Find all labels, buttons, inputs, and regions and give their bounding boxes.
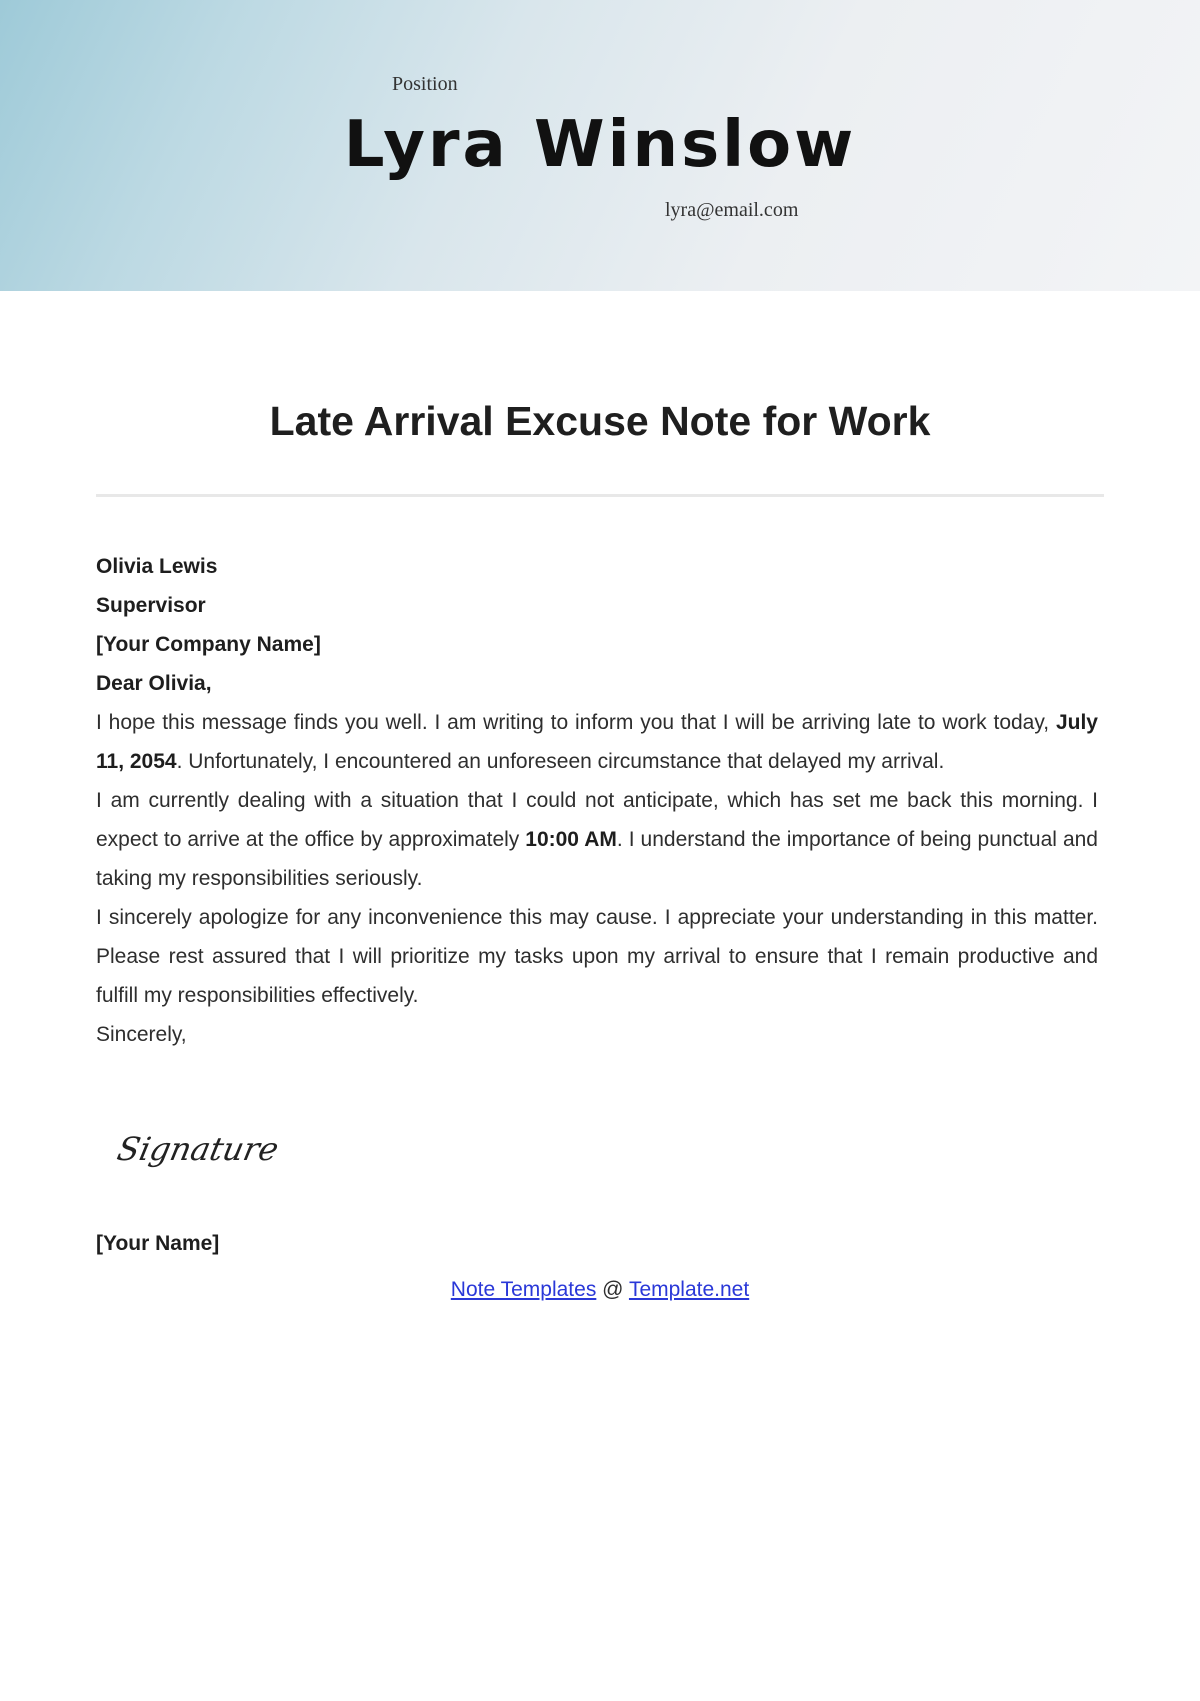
letter-body <box>96 547 1098 1054</box>
position-label: Position <box>392 73 458 95</box>
paragraph-1 <box>96 703 1098 781</box>
template-net-link[interactable]: Template.net <box>628 1278 750 1301</box>
recipient-title: Supervisor <box>96 594 206 617</box>
recipient-company: [Your Company Name] <box>96 633 321 656</box>
footer-attribution <box>0 1272 1200 1308</box>
sender-email: lyra@email.com <box>665 199 799 221</box>
signature: Signature <box>113 1130 283 1168</box>
closing: Sincerely, <box>96 1023 187 1046</box>
signer-name: [Your Name] <box>96 1232 220 1255</box>
footer-separator: @ <box>596 1278 629 1301</box>
paragraph-2-end: . I understand the importance of being punctual and taking my responsibilities seriously. <box>96 828 1098 890</box>
paragraph-1-start: I hope this message finds you well. I am writing to inform you that I will be arriving late to work today, <box>96 711 1056 734</box>
note-templates-link[interactable]: Note Templates <box>450 1278 597 1301</box>
recipient-name: Olivia Lewis <box>96 555 218 578</box>
document-title: Late Arrival Excuse Note for Work <box>269 398 931 444</box>
title-divider <box>96 494 1104 497</box>
paragraph-3: I sincerely apologize for any inconvenience this may cause. I appreciate your understanding in this matter. Please rest assured that I will prioritize my tasks upon my arrival to ensure that I remain productive and fulfill my responsibilities effectively. <box>96 906 1098 1007</box>
sender-name-heading: Lyra Winslow <box>343 108 857 182</box>
paragraph-2 <box>96 781 1098 898</box>
late-date: July 11, 2054 <box>96 711 1098 773</box>
paragraph-1-end: . Unfortunately, I encountered an unforeseen circumstance that delayed my arrival. <box>176 750 945 773</box>
paragraph-2-start: I am currently dealing with a situation that I could not anticipate, which has set me back this morning. I expect to arrive at the office by approximately <box>96 789 1098 851</box>
arrival-time: 10:00 AM <box>525 828 617 851</box>
salutation: Dear Olivia, <box>96 672 212 695</box>
